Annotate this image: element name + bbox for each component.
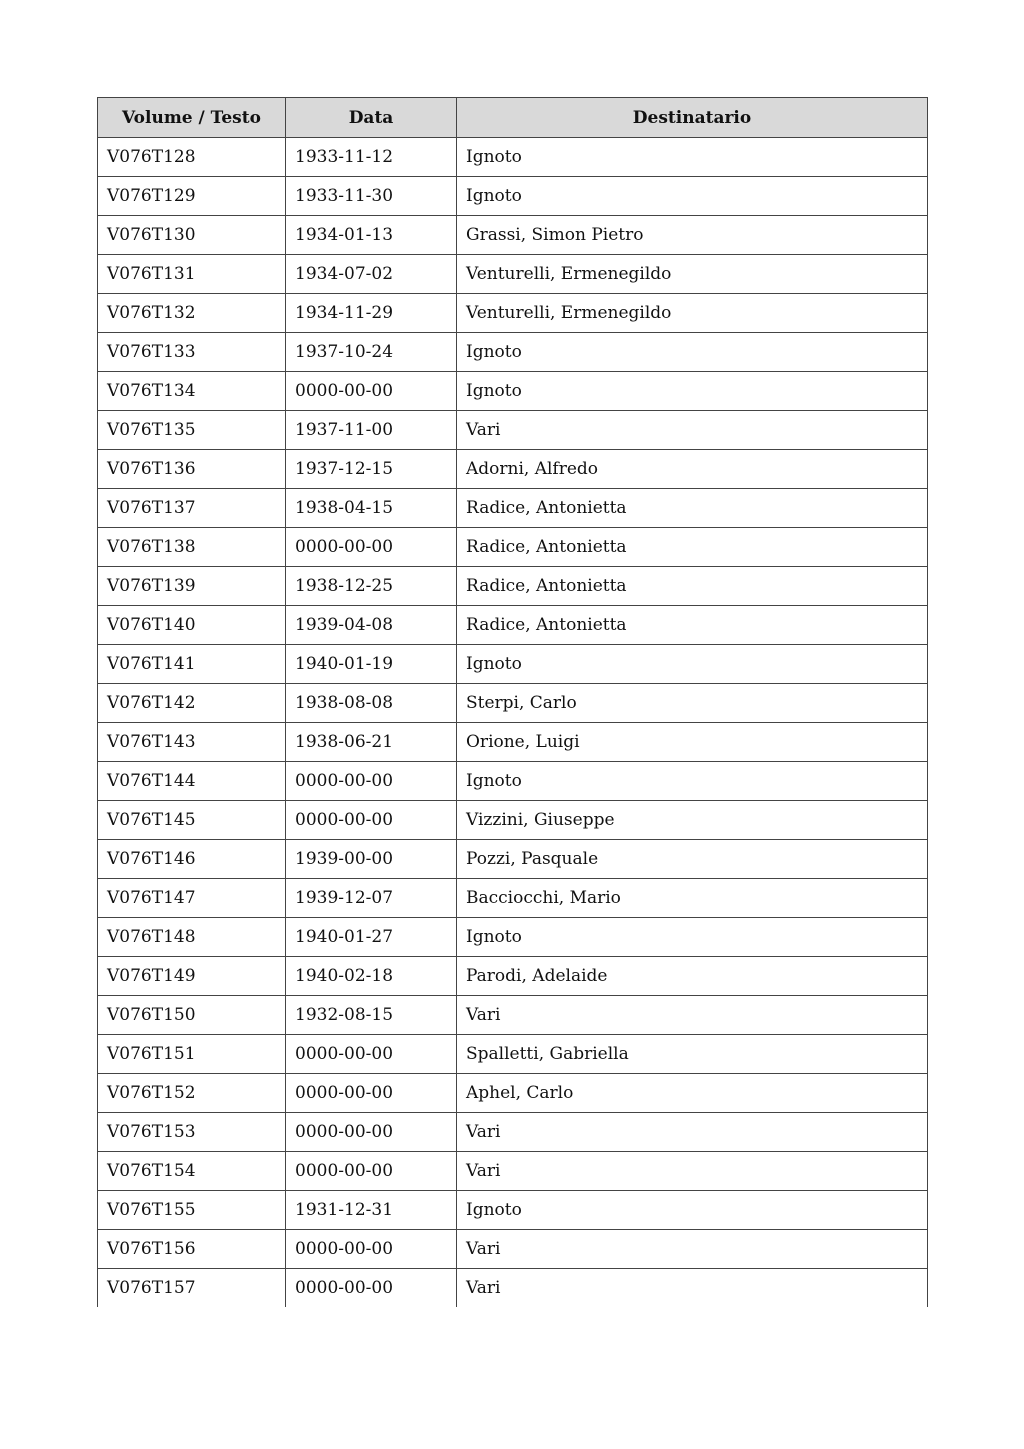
cell-destinatario: Radice, Antonietta <box>457 489 928 528</box>
header-destinatario: Destinatario <box>457 98 928 138</box>
table-row <box>98 840 928 879</box>
table-row <box>98 723 928 762</box>
cell-volume-testo: V076T153 <box>98 1113 286 1152</box>
cell-data: 1939-04-08 <box>286 606 457 645</box>
cell-destinatario: Venturelli, Ermenegildo <box>457 294 928 333</box>
cell-destinatario: Vari <box>457 1113 928 1152</box>
cell-data: 0000-00-00 <box>286 1074 457 1113</box>
cell-volume-testo: V076T131 <box>98 255 286 294</box>
table-row <box>98 918 928 957</box>
cell-volume-testo: V076T136 <box>98 450 286 489</box>
cell-destinatario: Vizzini, Giuseppe <box>457 801 928 840</box>
cell-data: 1933-11-12 <box>286 138 457 177</box>
cell-data: 1934-01-13 <box>286 216 457 255</box>
cell-destinatario: Bacciocchi, Mario <box>457 879 928 918</box>
cell-data: 1931-12-31 <box>286 1191 457 1230</box>
cell-volume-testo: V076T150 <box>98 996 286 1035</box>
table-row <box>98 957 928 996</box>
cell-data: 1938-04-15 <box>286 489 457 528</box>
cell-data: 0000-00-00 <box>286 372 457 411</box>
cell-volume-testo: V076T152 <box>98 1074 286 1113</box>
cell-volume-testo: V076T156 <box>98 1230 286 1269</box>
table-row <box>98 567 928 606</box>
cell-destinatario: Vari <box>457 411 928 450</box>
cell-data: 0000-00-00 <box>286 801 457 840</box>
header-data: Data <box>286 98 457 138</box>
cell-volume-testo: V076T151 <box>98 1035 286 1074</box>
cell-destinatario: Vari <box>457 1269 928 1308</box>
cell-data: 1934-07-02 <box>286 255 457 294</box>
header-volume-testo: Volume / Testo <box>98 98 286 138</box>
table-row <box>98 801 928 840</box>
cell-data: 0000-00-00 <box>286 528 457 567</box>
cell-destinatario: Orione, Luigi <box>457 723 928 762</box>
table-body <box>98 138 928 1308</box>
table-row <box>98 606 928 645</box>
cell-destinatario: Radice, Antonietta <box>457 567 928 606</box>
table-row <box>98 216 928 255</box>
cell-data: 1937-11-00 <box>286 411 457 450</box>
table-row <box>98 879 928 918</box>
cell-destinatario: Ignoto <box>457 372 928 411</box>
table-row <box>98 138 928 177</box>
cell-volume-testo: V076T148 <box>98 918 286 957</box>
cell-data: 1938-08-08 <box>286 684 457 723</box>
table-row <box>98 684 928 723</box>
cell-volume-testo: V076T129 <box>98 177 286 216</box>
cell-destinatario: Vari <box>457 996 928 1035</box>
cell-volume-testo: V076T146 <box>98 840 286 879</box>
cell-volume-testo: V076T145 <box>98 801 286 840</box>
cell-volume-testo: V076T128 <box>98 138 286 177</box>
cell-volume-testo: V076T138 <box>98 528 286 567</box>
cell-destinatario: Parodi, Adelaide <box>457 957 928 996</box>
cell-destinatario: Venturelli, Ermenegildo <box>457 255 928 294</box>
cell-volume-testo: V076T130 <box>98 216 286 255</box>
cell-data: 0000-00-00 <box>286 1035 457 1074</box>
table-row <box>98 450 928 489</box>
table-header-row <box>98 98 928 138</box>
cell-data: 1938-12-25 <box>286 567 457 606</box>
cell-destinatario: Ignoto <box>457 918 928 957</box>
table-row <box>98 996 928 1035</box>
cell-destinatario: Ignoto <box>457 138 928 177</box>
cell-data: 1940-01-19 <box>286 645 457 684</box>
table-row <box>98 762 928 801</box>
table-row <box>98 1152 928 1191</box>
cell-data: 0000-00-00 <box>286 1269 457 1308</box>
cell-volume-testo: V076T147 <box>98 879 286 918</box>
cell-data: 1940-02-18 <box>286 957 457 996</box>
table-row <box>98 1113 928 1152</box>
cell-destinatario: Adorni, Alfredo <box>457 450 928 489</box>
cell-data: 1937-10-24 <box>286 333 457 372</box>
cell-volume-testo: V076T144 <box>98 762 286 801</box>
cell-volume-testo: V076T141 <box>98 645 286 684</box>
table-row <box>98 255 928 294</box>
cell-volume-testo: V076T139 <box>98 567 286 606</box>
cell-destinatario: Ignoto <box>457 333 928 372</box>
cell-volume-testo: V076T140 <box>98 606 286 645</box>
cell-data: 0000-00-00 <box>286 1230 457 1269</box>
cell-volume-testo: V076T133 <box>98 333 286 372</box>
cell-destinatario: Aphel, Carlo <box>457 1074 928 1113</box>
cell-destinatario: Pozzi, Pasquale <box>457 840 928 879</box>
cell-volume-testo: V076T137 <box>98 489 286 528</box>
table-row <box>98 1074 928 1113</box>
cell-destinatario: Vari <box>457 1230 928 1269</box>
cell-destinatario: Ignoto <box>457 177 928 216</box>
table-row <box>98 645 928 684</box>
cell-destinatario: Vari <box>457 1152 928 1191</box>
cell-destinatario: Spalletti, Gabriella <box>457 1035 928 1074</box>
cell-destinatario: Ignoto <box>457 645 928 684</box>
cell-volume-testo: V076T154 <box>98 1152 286 1191</box>
table-row <box>98 1269 928 1308</box>
cell-volume-testo: V076T149 <box>98 957 286 996</box>
cell-volume-testo: V076T142 <box>98 684 286 723</box>
cell-volume-testo: V076T157 <box>98 1269 286 1308</box>
table-row <box>98 294 928 333</box>
table-row <box>98 1035 928 1074</box>
cell-destinatario: Ignoto <box>457 1191 928 1230</box>
cell-volume-testo: V076T134 <box>98 372 286 411</box>
cell-destinatario: Ignoto <box>457 762 928 801</box>
cell-data: 1934-11-29 <box>286 294 457 333</box>
table-row <box>98 489 928 528</box>
cell-data: 1939-00-00 <box>286 840 457 879</box>
table-row <box>98 528 928 567</box>
cell-data: 1937-12-15 <box>286 450 457 489</box>
cell-data: 0000-00-00 <box>286 762 457 801</box>
table-row <box>98 1191 928 1230</box>
cell-volume-testo: V076T155 <box>98 1191 286 1230</box>
letters-table <box>97 97 928 1307</box>
cell-destinatario: Radice, Antonietta <box>457 528 928 567</box>
table-row <box>98 177 928 216</box>
cell-data: 1940-01-27 <box>286 918 457 957</box>
cell-data: 1933-11-30 <box>286 177 457 216</box>
cell-volume-testo: V076T132 <box>98 294 286 333</box>
cell-destinatario: Radice, Antonietta <box>457 606 928 645</box>
cell-data: 0000-00-00 <box>286 1152 457 1191</box>
table-row <box>98 333 928 372</box>
table-row <box>98 411 928 450</box>
cell-destinatario: Sterpi, Carlo <box>457 684 928 723</box>
cell-data: 1938-06-21 <box>286 723 457 762</box>
cell-data: 0000-00-00 <box>286 1113 457 1152</box>
table-row <box>98 1230 928 1269</box>
cell-volume-testo: V076T135 <box>98 411 286 450</box>
cell-data: 1932-08-15 <box>286 996 457 1035</box>
cell-data: 1939-12-07 <box>286 879 457 918</box>
table-row <box>98 372 928 411</box>
cell-volume-testo: V076T143 <box>98 723 286 762</box>
cell-destinatario: Grassi, Simon Pietro <box>457 216 928 255</box>
